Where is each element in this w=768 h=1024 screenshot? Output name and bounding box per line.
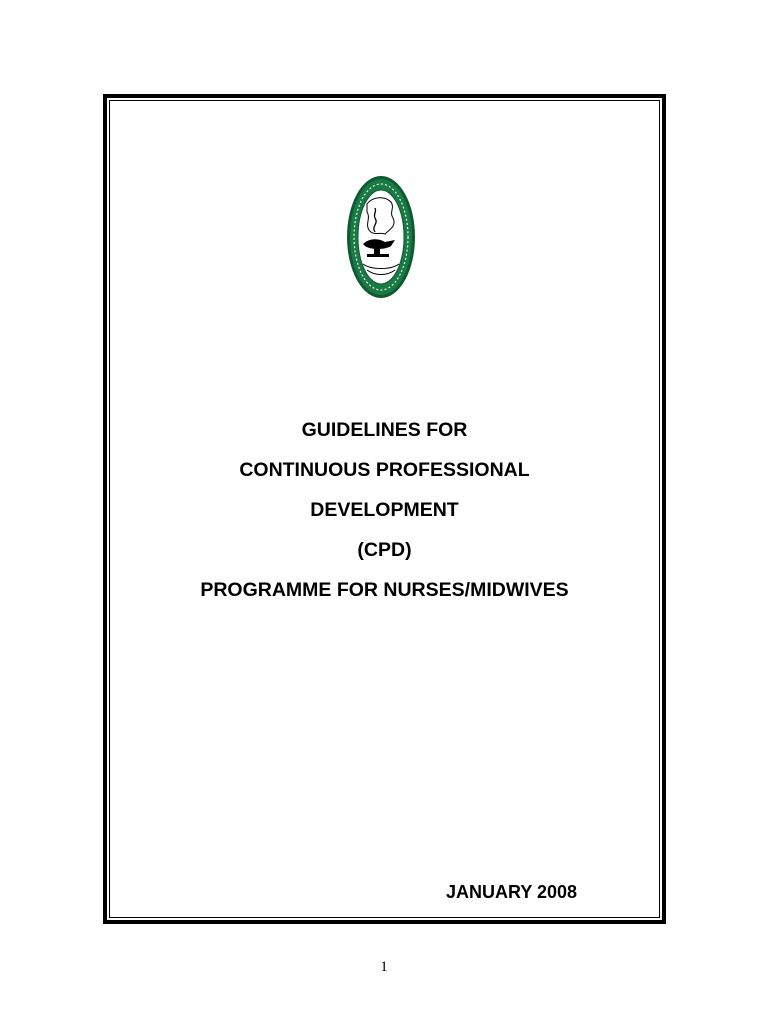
title-line: GUIDELINES FOR	[301, 419, 468, 441]
page-number: 1	[380, 959, 388, 975]
title-line: PROGRAMME FOR NURSES/MIDWIVES	[200, 579, 569, 601]
title-line: CONTINUOUS PROFESSIONAL	[239, 459, 530, 481]
cover-frame	[103, 94, 666, 924]
publication-date: JANUARY 2008	[446, 882, 578, 902]
nursing-council-seal-icon	[345, 174, 417, 300]
title-line: (CPD)	[357, 539, 412, 561]
document-title	[107, 410, 662, 610]
title-line: DEVELOPMENT	[310, 499, 459, 521]
